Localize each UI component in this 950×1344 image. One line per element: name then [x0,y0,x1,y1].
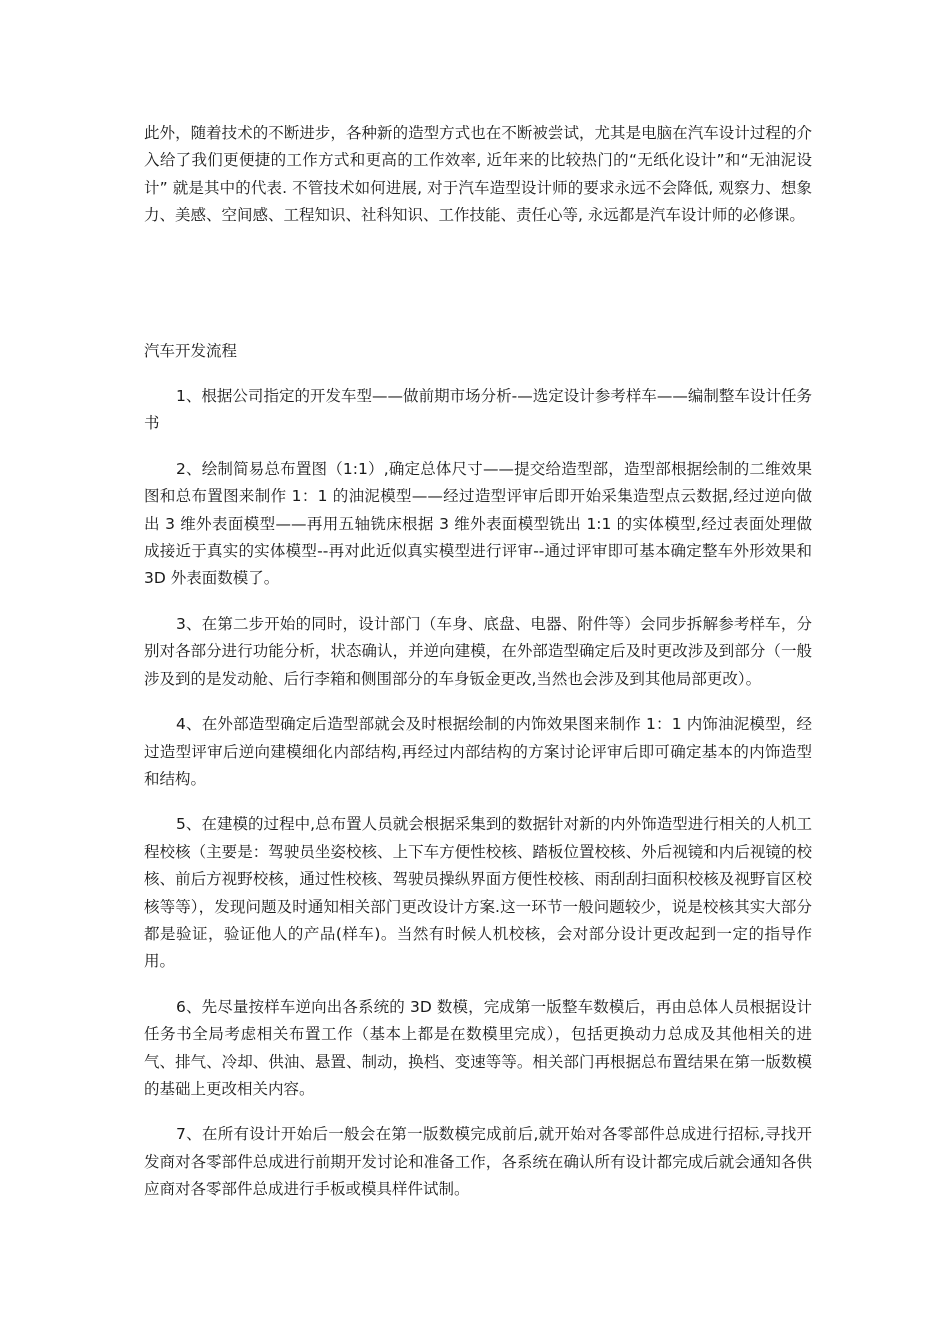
step-paragraph-2: 2、绘制简易总布置图（1:1）,确定总体尺寸——提交给造型部，造型部根据绘制的二维效果图和总布置图来制作 1：1 的油泥模型——经过造型评审后即开始采集造型点云数据,经过逆向做出 3 维外表面模型——再用五轴铣床根据 3 维外表面模型铣出 1:1 的实体模型,经过表面处理做成接近于真实的实体模型--再对此近似真实模型进行评审--通过评审即可基本确定整车外形效果和 3D 外表面数模了。 [144,459,812,588]
section-title: 汽车开发流程 [144,341,238,360]
step-paragraph-6: 6、先尽量按样车逆向出各系统的 3D 数模，完成第一版整车数模后，再由总体人员根据设计任务书全局考虑相关布置工作（基本上都是在数模里完成），包括更换动力总成及其他相关的进气、排气、冷却、供油、悬置、制动，换档、变速等等。相关部门再根据总布置结果在第一版数模的基础上更改相关内容。 [144,997,812,1098]
step-paragraph-4: 4、在外部造型确定后造型部就会及时根据绘制的内饰效果图来制作 1：1 内饰油泥模型，经过造型评审后逆向建模细化内部结构,再经过内部结构的方案讨论评审后即可确定基本的内饰造型和结构。 [144,715,812,788]
document-page [144,120,812,1222]
step-paragraph-7: 7、在所有设计开始后一般会在第一版数模完成前后,就开始对各零部件总成进行招标,寻找开发商对各零部件总成进行前期开发讨论和准备工作，各系统在确认所有设计都完成后就会通知各供应商对各零部件总成进行手板或模具样件试制。 [144,1125,812,1199]
step-paragraph-5: 5、在建模的过程中,总布置人员就会根据采集到的数据针对新的内外饰造型进行相关的人机工程校核（主要是：驾驶员坐姿校核、上下车方便性校核、踏板位置校核、外后视镜和内后视镜的校核、前后方视野校核，通过性校核、驾驶员操纵界面方便性校核、雨刮刮扫面积校核及视野盲区校核等等），发现问题及时通知相关部门更改设计方案.这一环节一般问题较少，说是校核其实大部分都是验证，验证他人的产品(样车)。当然有时候人机校核，会对部分设计更改起到一定的指导作用。 [144,815,812,971]
intro-paragraph: 此外，随着技术的不断进步，各种新的造型方式也在不断被尝试，尤其是电脑在汽车设计过程的介入给了我们更便捷的工作方式和更高的工作效率, 近年来的比较热门的“无纸化设计”和“无油泥设计” 就是其中的代表. 不管技术如何进展, 对于汽车造型设计师的要求永远不会降低, 观察力、想象力、美感、空间感、工程知识、社科知识、工作技能、责任心等, 永远都是汽车设计师的必修课。 [144,124,812,225]
step-paragraph-1: 1、根据公司指定的开发车型——做前期市场分析-—选定设计参考样车——编制整车设计任务书 [144,387,812,433]
step-paragraph-3: 3、在第二步开始的同时，设计部门（车身、底盘、电器、附件等）会同步拆解参考样车，分别对各部分进行功能分析，状态确认，并逆向建模，在外部造型确定后及时更改涉及到部分（一般涉及到的是发动舱、后行李箱和侧围部分的车身钣金更改,当然也会涉及到其他局部更改）。 [144,614,812,688]
